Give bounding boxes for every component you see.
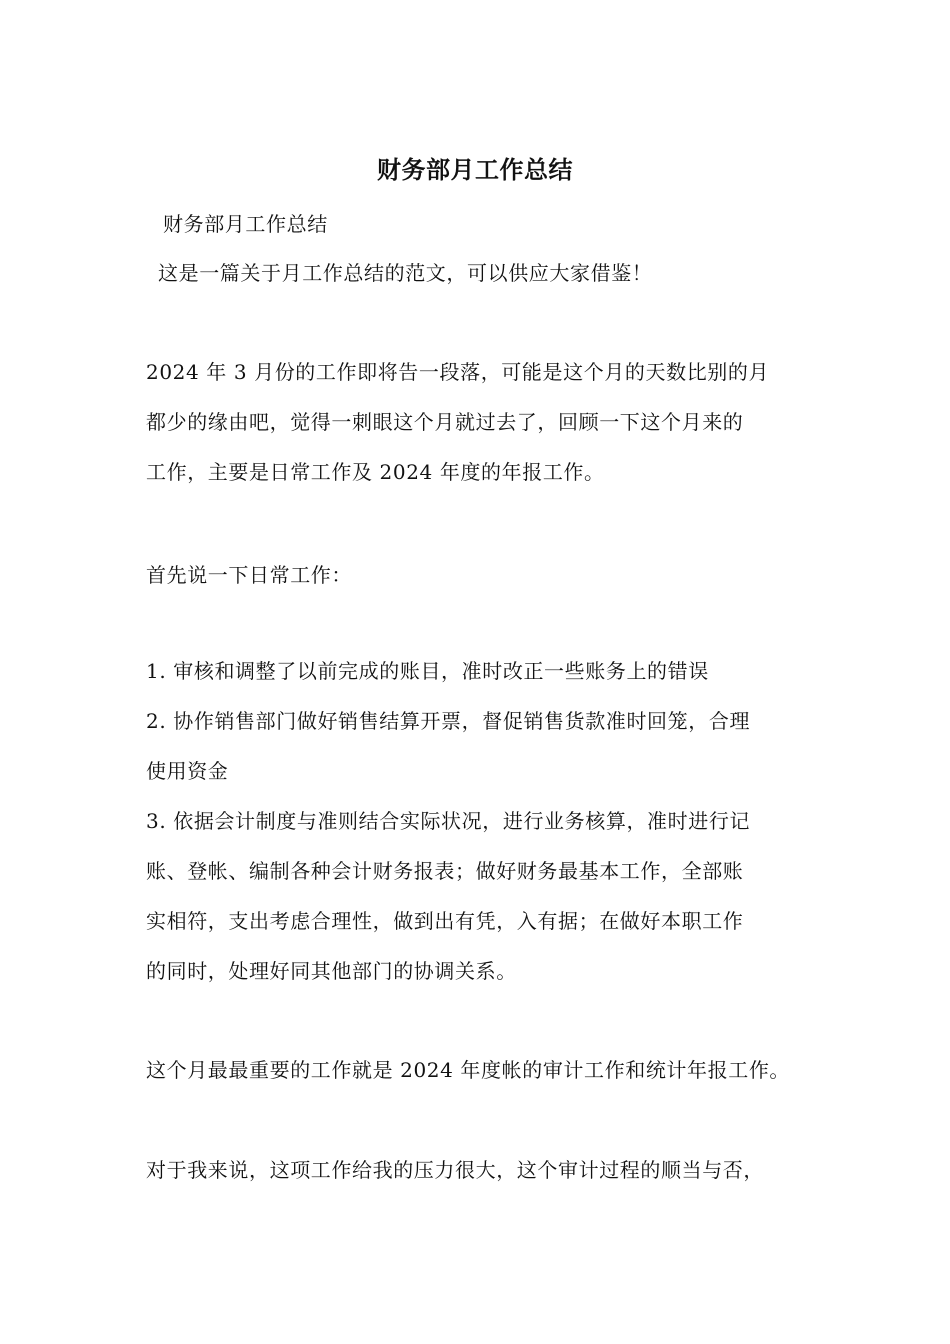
list-item-continuation: 账、登帐、编制各种会计财务报表；做好财务最基本工作，全部账 (146, 859, 744, 883)
list-item: 2. 协作销售部门做好销售结算开票，督促销售货款准时回笼，合理 (146, 709, 751, 733)
paragraph-line: 都少的缘由吧，觉得一刺眼这个月就过去了，回顾一下这个月来的 (146, 410, 744, 434)
list-item-continuation: 实相符，支出考虑合理性，做到出有凭，入有据；在做好本职工作 (146, 909, 744, 933)
paragraph-line: 这个月最最重要的工作就是 2024 年度帐的审计工作和统计年报工作。 (146, 1058, 791, 1082)
list-item: 1. 审核和调整了以前完成的账目，准时改正一些账务上的错误 (146, 659, 709, 683)
paragraph-line: 首先说一下日常工作： (146, 563, 352, 587)
list-item-continuation: 的同时，处理好同其他部门的协调关系。 (146, 959, 517, 983)
paragraph-line: 2024 年 3 月份的工作即将告一段落，可能是这个月的天数比别的月 (146, 360, 770, 384)
document-title: 财务部月工作总结 (377, 155, 573, 184)
paragraph-line: 工作，主要是日常工作及 2024 年度的年报工作。 (146, 460, 605, 484)
document-subtitle: 财务部月工作总结 (163, 212, 328, 236)
paragraph-line: 对于我来说，这项工作给我的压力很大，这个审计过程的顺当与否， (146, 1158, 764, 1182)
list-item-continuation: 使用资金 (146, 759, 229, 783)
list-item: 3. 依据会计制度与准则结合实际状况，进行业务核算，准时进行记 (146, 809, 751, 833)
intro-text: 这是一篇关于月工作总结的范文，可以供应大家借鉴！ (158, 261, 653, 285)
